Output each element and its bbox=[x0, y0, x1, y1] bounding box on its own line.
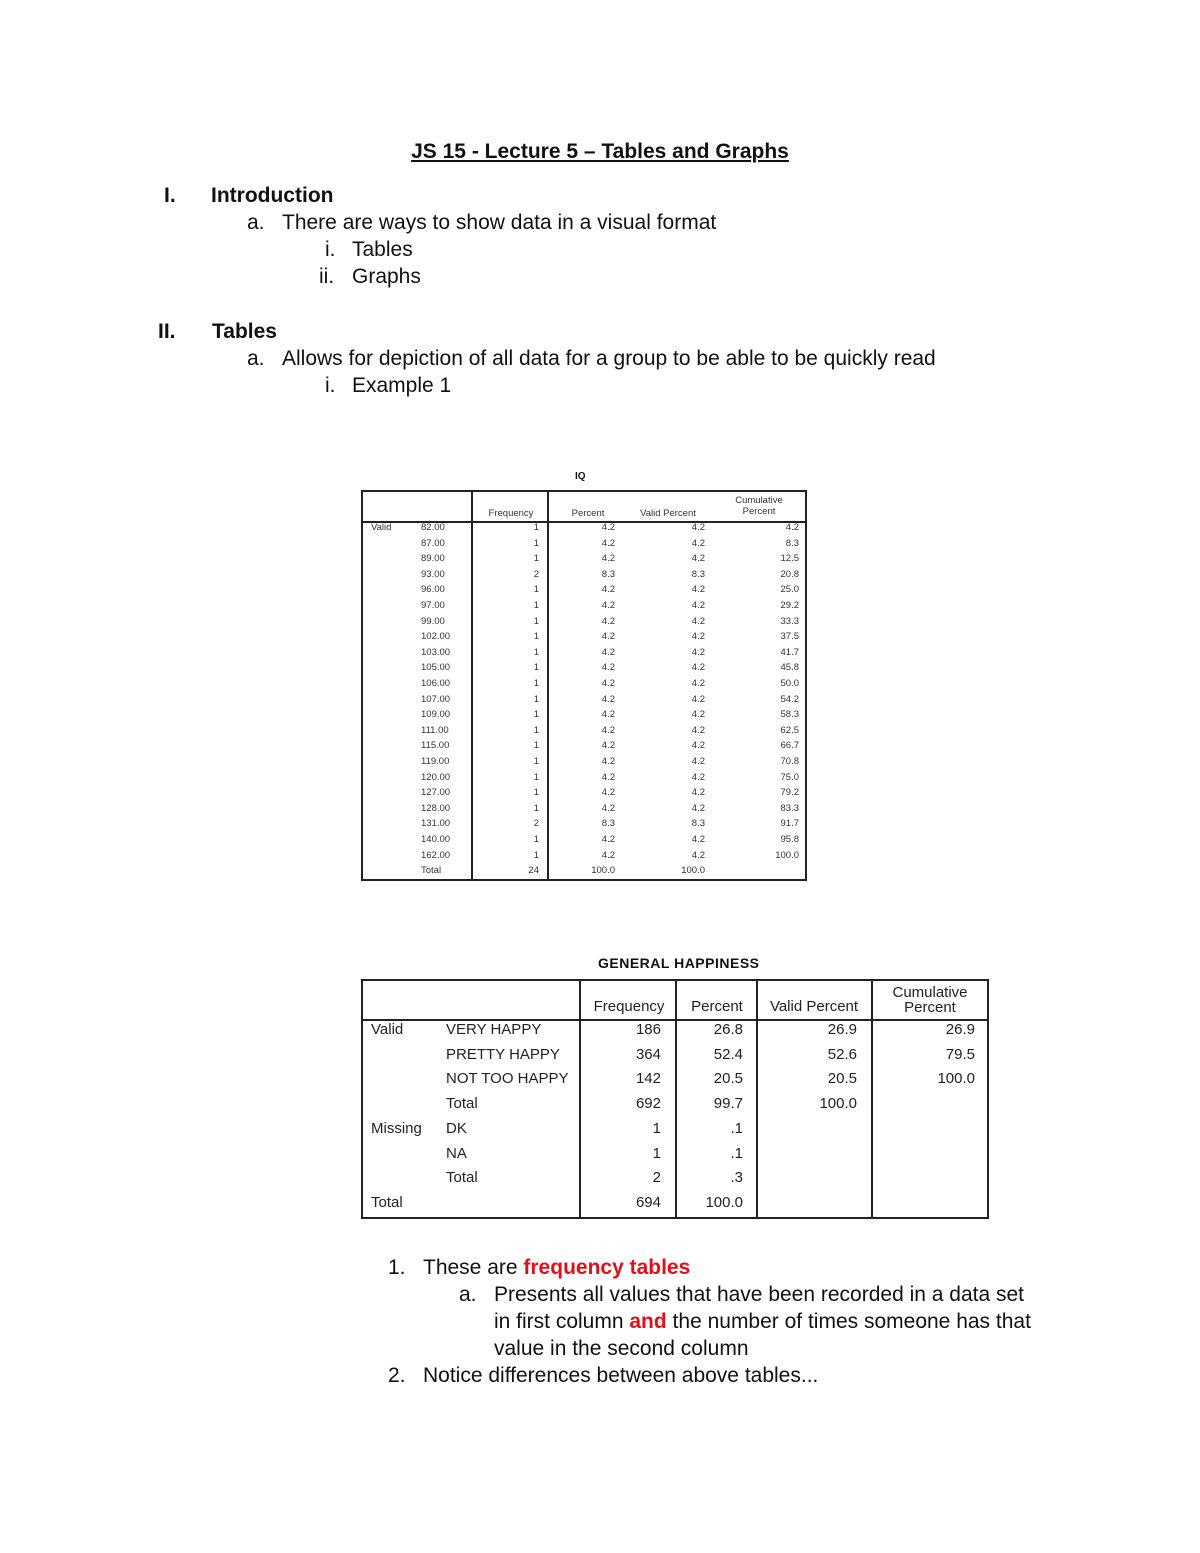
frequency-cell: 186 bbox=[635, 1021, 661, 1038]
header-percent: Percent bbox=[691, 998, 743, 1015]
frequency-cell: 2 bbox=[533, 568, 539, 580]
cumulative-percent-cell: 70.8 bbox=[780, 756, 799, 767]
cumulative-percent-cell: 50.0 bbox=[780, 678, 799, 689]
valid-percent-cell: 4.2 bbox=[691, 631, 705, 643]
iq-value: 162.00 bbox=[421, 849, 451, 861]
section-heading-tables: Tables bbox=[212, 320, 277, 343]
table-row bbox=[363, 803, 805, 819]
valid-percent-cell: 4.2 bbox=[691, 802, 705, 814]
happiness-frequency-table bbox=[361, 979, 989, 1219]
percent-cell: 4.2 bbox=[601, 522, 615, 533]
table-row bbox=[363, 569, 805, 585]
iq-value: 120.00 bbox=[421, 771, 451, 783]
cumulative-percent-cell: 100.0 bbox=[937, 1070, 975, 1088]
iq-value: 109.00 bbox=[421, 709, 451, 721]
frequency-cell: 1 bbox=[533, 646, 539, 658]
percent-cell: 4.2 bbox=[601, 693, 615, 705]
frequency-cell: 1 bbox=[533, 537, 539, 549]
frequency-cell: 1 bbox=[533, 849, 539, 861]
iq-value: 102.00 bbox=[421, 631, 451, 643]
percent-cell: 8.3 bbox=[601, 568, 615, 580]
valid-percent-cell: 4.2 bbox=[691, 709, 705, 721]
valid-percent-cell: 4.2 bbox=[691, 849, 705, 861]
header-valid-percent: Valid Percent bbox=[769, 998, 859, 1015]
percent-cell: 4.2 bbox=[601, 740, 615, 752]
note-text: These are bbox=[423, 1256, 524, 1279]
frequency-cell: 1 bbox=[533, 662, 539, 674]
list-marker: ii. bbox=[319, 265, 335, 288]
cumulative-percent-cell: 8.3 bbox=[785, 537, 799, 549]
iq-value: 82.00 bbox=[421, 522, 445, 533]
percent-cell: 4.2 bbox=[601, 724, 615, 736]
table-row bbox=[363, 522, 805, 538]
valid-percent-cell: 4.2 bbox=[691, 600, 705, 611]
iq-value: 131.00 bbox=[421, 818, 451, 830]
iq-value: 107.00 bbox=[421, 693, 451, 705]
valid-percent-cell: 4.2 bbox=[691, 834, 705, 845]
category-label: Total bbox=[446, 1169, 478, 1187]
table-row bbox=[363, 756, 805, 772]
category-label: NOT TOO HAPPY bbox=[446, 1070, 569, 1088]
percent-cell: 100.0 bbox=[705, 1193, 743, 1211]
iq-table-caption: IQ bbox=[575, 471, 586, 482]
table-row bbox=[363, 834, 805, 850]
category-label: VERY HAPPY bbox=[446, 1021, 542, 1038]
note-text: in first column bbox=[494, 1310, 630, 1333]
cumulative-percent-cell: 62.5 bbox=[780, 724, 799, 736]
table-row bbox=[363, 1194, 987, 1219]
valid-percent-cell: 4.2 bbox=[691, 537, 705, 549]
table-row bbox=[363, 1046, 987, 1071]
iq-value: 97.00 bbox=[421, 600, 445, 611]
note-line bbox=[494, 1310, 1031, 1334]
valid-percent-cell: 4.2 bbox=[691, 724, 705, 736]
frequency-cell: 1 bbox=[533, 631, 539, 643]
iq-value: 105.00 bbox=[421, 662, 451, 674]
cumulative-percent-cell: 79.5 bbox=[945, 1045, 975, 1063]
header-cumulative-line2: Percent bbox=[742, 506, 776, 517]
cumulative-percent-cell: 75.0 bbox=[780, 771, 799, 783]
table-row bbox=[363, 553, 805, 569]
frequency-cell: 1 bbox=[533, 522, 539, 533]
valid-percent-cell: 20.5 bbox=[827, 1070, 857, 1088]
cumulative-percent-cell: 95.8 bbox=[780, 834, 799, 845]
frequency-cell: 1 bbox=[533, 756, 539, 767]
percent-cell: 4.2 bbox=[601, 709, 615, 721]
valid-percent-cell: 4.2 bbox=[691, 740, 705, 752]
list-marker: a. bbox=[247, 211, 265, 234]
valid-percent-cell: 4.2 bbox=[691, 646, 705, 658]
percent-cell: 99.7 bbox=[713, 1095, 743, 1113]
cumulative-percent-cell: 33.3 bbox=[780, 615, 799, 627]
table-row bbox=[363, 1169, 987, 1194]
table-row bbox=[363, 850, 805, 866]
cumulative-percent-cell: 54.2 bbox=[780, 693, 799, 705]
percent-cell: 4.2 bbox=[601, 631, 615, 643]
cumulative-percent-cell: 12.5 bbox=[780, 553, 799, 565]
table-row bbox=[363, 694, 805, 710]
list-marker: a. bbox=[247, 347, 265, 370]
list-item: Example 1 bbox=[352, 374, 452, 397]
table-row bbox=[363, 1120, 987, 1145]
percent-cell: 4.2 bbox=[601, 537, 615, 549]
table-row bbox=[363, 818, 805, 834]
frequency-cell: 2 bbox=[533, 818, 539, 830]
iq-value: 89.00 bbox=[421, 553, 445, 565]
note-frequency-tables bbox=[423, 1256, 690, 1280]
iq-value: 127.00 bbox=[421, 787, 451, 799]
cumulative-percent-cell: 25.0 bbox=[780, 584, 799, 596]
frequency-cell: 1 bbox=[533, 740, 539, 752]
header-frequency: Frequency bbox=[488, 508, 534, 519]
list-marker: a. bbox=[459, 1283, 477, 1306]
valid-percent-cell: 4.2 bbox=[691, 584, 705, 596]
list-marker: 2. bbox=[388, 1364, 406, 1387]
frequency-cell: 142 bbox=[635, 1070, 661, 1088]
frequency-cell: 24 bbox=[528, 865, 539, 877]
table-row bbox=[363, 1070, 987, 1095]
table-row bbox=[363, 678, 805, 694]
frequency-cell: 1 bbox=[533, 693, 539, 705]
valid-percent-cell: 4.2 bbox=[691, 662, 705, 674]
table-row bbox=[363, 616, 805, 632]
table-header bbox=[363, 492, 805, 523]
iq-value: 115.00 bbox=[421, 740, 450, 752]
percent-cell: 4.2 bbox=[601, 771, 615, 783]
iq-value: 93.00 bbox=[421, 568, 445, 580]
list-item: Tables bbox=[352, 238, 413, 261]
row-group-valid: Valid bbox=[371, 522, 392, 533]
iq-value: 96.00 bbox=[421, 584, 445, 596]
valid-percent-cell: 100.0 bbox=[681, 865, 705, 877]
cumulative-percent-cell: 4.2 bbox=[785, 522, 799, 533]
frequency-cell: 1 bbox=[533, 787, 539, 799]
note-differences: Notice differences between above tables... bbox=[423, 1364, 819, 1387]
frequency-cell: 1 bbox=[652, 1144, 661, 1162]
header-cumulative-line1: Cumulative bbox=[735, 495, 783, 506]
percent-cell: 4.2 bbox=[601, 787, 615, 799]
cumulative-percent-cell: 37.5 bbox=[780, 631, 799, 643]
happiness-table-caption: GENERAL HAPPINESS bbox=[598, 955, 760, 971]
valid-percent-cell: 4.2 bbox=[691, 553, 705, 565]
iq-frequency-table bbox=[361, 490, 807, 881]
frequency-cell: 1 bbox=[533, 834, 539, 845]
frequency-cell: 1 bbox=[533, 615, 539, 627]
cumulative-percent-cell: 83.3 bbox=[780, 802, 799, 814]
iq-value: 106.00 bbox=[421, 678, 451, 689]
percent-cell: 4.2 bbox=[601, 646, 615, 658]
frequency-cell: 1 bbox=[533, 802, 539, 814]
frequency-cell: 1 bbox=[533, 709, 539, 721]
percent-cell: 4.2 bbox=[601, 678, 615, 689]
table-row bbox=[363, 1145, 987, 1170]
table-row bbox=[363, 538, 805, 554]
valid-percent-cell: 4.2 bbox=[691, 771, 705, 783]
cumulative-percent-cell: 26.9 bbox=[945, 1021, 975, 1038]
cumulative-percent-cell: 45.8 bbox=[780, 662, 799, 674]
cumulative-percent-cell: 66.7 bbox=[780, 740, 799, 752]
iq-value: 87.00 bbox=[421, 537, 445, 549]
valid-percent-cell: 4.2 bbox=[691, 522, 705, 533]
percent-cell: 4.2 bbox=[601, 553, 615, 565]
table-row bbox=[363, 647, 805, 663]
list-item: There are ways to show data in a visual format bbox=[282, 211, 717, 234]
table-row bbox=[363, 709, 805, 725]
percent-cell: 52.4 bbox=[713, 1045, 743, 1063]
frequency-cell: 2 bbox=[652, 1169, 661, 1187]
list-item: Allows for depiction of all data for a group to be able to be quickly read bbox=[282, 347, 936, 370]
percent-cell: 4.2 bbox=[601, 584, 615, 596]
row-group-label: Total bbox=[371, 1193, 403, 1211]
category-label: DK bbox=[446, 1119, 467, 1137]
percent-cell: 8.3 bbox=[601, 818, 615, 830]
header-cumulative-line2: Percent bbox=[904, 999, 956, 1016]
percent-cell: 20.5 bbox=[713, 1070, 743, 1088]
valid-percent-cell: 4.2 bbox=[691, 756, 705, 767]
table-row bbox=[363, 584, 805, 600]
iq-value: 119.00 bbox=[421, 756, 450, 767]
table-row bbox=[363, 787, 805, 803]
frequency-cell: 1 bbox=[652, 1119, 661, 1137]
iq-value: 140.00 bbox=[421, 834, 451, 845]
valid-percent-cell: 4.2 bbox=[691, 787, 705, 799]
percent-cell: .3 bbox=[730, 1169, 743, 1187]
table-row bbox=[363, 740, 805, 756]
iq-value: Total bbox=[421, 865, 442, 877]
note-line: Presents all values that have been recorded in a data set bbox=[494, 1283, 1025, 1306]
list-marker: i. bbox=[325, 374, 336, 397]
valid-percent-cell: 52.6 bbox=[827, 1045, 857, 1063]
cumulative-percent-cell: 20.8 bbox=[780, 568, 799, 580]
header-frequency: Frequency bbox=[593, 998, 665, 1015]
percent-cell: 4.2 bbox=[601, 802, 615, 814]
valid-percent-cell: 8.3 bbox=[691, 818, 705, 830]
header-cumulative-percent bbox=[873, 985, 987, 1015]
valid-percent-cell: 100.0 bbox=[819, 1095, 857, 1113]
note-text: the number of times someone has that bbox=[666, 1310, 1031, 1333]
header-valid-percent: Valid Percent bbox=[640, 508, 696, 519]
section-heading-introduction: Introduction bbox=[211, 184, 334, 207]
frequency-cell: 1 bbox=[533, 678, 539, 689]
valid-percent-cell: 4.2 bbox=[691, 615, 705, 627]
category-label: Total bbox=[446, 1095, 478, 1113]
row-group-label: Missing bbox=[371, 1119, 422, 1137]
cumulative-percent-cell: 100.0 bbox=[775, 849, 799, 861]
table-row bbox=[363, 1095, 987, 1120]
percent-cell: 4.2 bbox=[601, 834, 615, 845]
table-row bbox=[363, 600, 805, 616]
table-row bbox=[363, 725, 805, 741]
frequency-cell: 1 bbox=[533, 584, 539, 596]
valid-percent-cell: 4.2 bbox=[691, 678, 705, 689]
iq-value: 99.00 bbox=[421, 615, 445, 627]
list-marker: 1. bbox=[388, 1256, 406, 1279]
category-label: PRETTY HAPPY bbox=[446, 1045, 560, 1063]
valid-percent-cell: 26.9 bbox=[827, 1021, 857, 1038]
header-cumulative-percent bbox=[713, 495, 805, 517]
percent-cell: .1 bbox=[730, 1144, 743, 1162]
frequency-cell: 692 bbox=[635, 1095, 661, 1113]
percent-cell: 100.0 bbox=[591, 865, 615, 877]
iq-value: 103.00 bbox=[421, 646, 451, 658]
percent-cell: 4.2 bbox=[601, 615, 615, 627]
header-percent: Percent bbox=[571, 508, 605, 519]
percent-cell: 4.2 bbox=[601, 662, 615, 674]
iq-value: 128.00 bbox=[421, 802, 451, 814]
note-line: value in the second column bbox=[494, 1337, 749, 1360]
table-row bbox=[363, 631, 805, 647]
percent-cell: 4.2 bbox=[601, 756, 615, 767]
page-title: JS 15 - Lecture 5 – Tables and Graphs bbox=[411, 140, 789, 163]
cumulative-percent-cell: 41.7 bbox=[780, 646, 799, 658]
cumulative-percent-cell: 58.3 bbox=[780, 709, 799, 721]
percent-cell: 4.2 bbox=[601, 849, 615, 861]
percent-cell: 4.2 bbox=[601, 600, 615, 611]
iq-value: 111.00 bbox=[421, 724, 449, 736]
table-row bbox=[363, 662, 805, 678]
cumulative-percent-cell: 29.2 bbox=[780, 600, 799, 611]
cumulative-percent-cell: 91.7 bbox=[780, 818, 799, 830]
highlight-frequency-tables: frequency tables bbox=[523, 1256, 691, 1279]
table-row bbox=[363, 772, 805, 788]
section-number: II. bbox=[158, 320, 176, 343]
valid-percent-cell: 8.3 bbox=[691, 568, 705, 580]
frequency-cell: 1 bbox=[533, 553, 539, 565]
frequency-cell: 1 bbox=[533, 600, 539, 611]
table-row bbox=[363, 1021, 987, 1046]
percent-cell: .1 bbox=[730, 1119, 743, 1137]
percent-cell: 26.8 bbox=[713, 1021, 743, 1038]
valid-percent-cell: 4.2 bbox=[691, 693, 705, 705]
frequency-cell: 694 bbox=[635, 1193, 661, 1211]
header-cumulative-line1: Cumulative bbox=[892, 984, 968, 1001]
list-marker: i. bbox=[325, 238, 336, 261]
frequency-cell: 1 bbox=[533, 771, 539, 783]
list-item: Graphs bbox=[352, 265, 421, 288]
frequency-cell: 1 bbox=[533, 724, 539, 736]
table-row bbox=[363, 865, 805, 881]
cumulative-percent-cell: 79.2 bbox=[780, 787, 799, 799]
section-number: I. bbox=[164, 184, 176, 207]
highlight-and: and bbox=[629, 1310, 667, 1333]
category-label: NA bbox=[446, 1144, 467, 1162]
frequency-cell: 364 bbox=[635, 1045, 661, 1063]
row-group-label: Valid bbox=[371, 1021, 404, 1038]
